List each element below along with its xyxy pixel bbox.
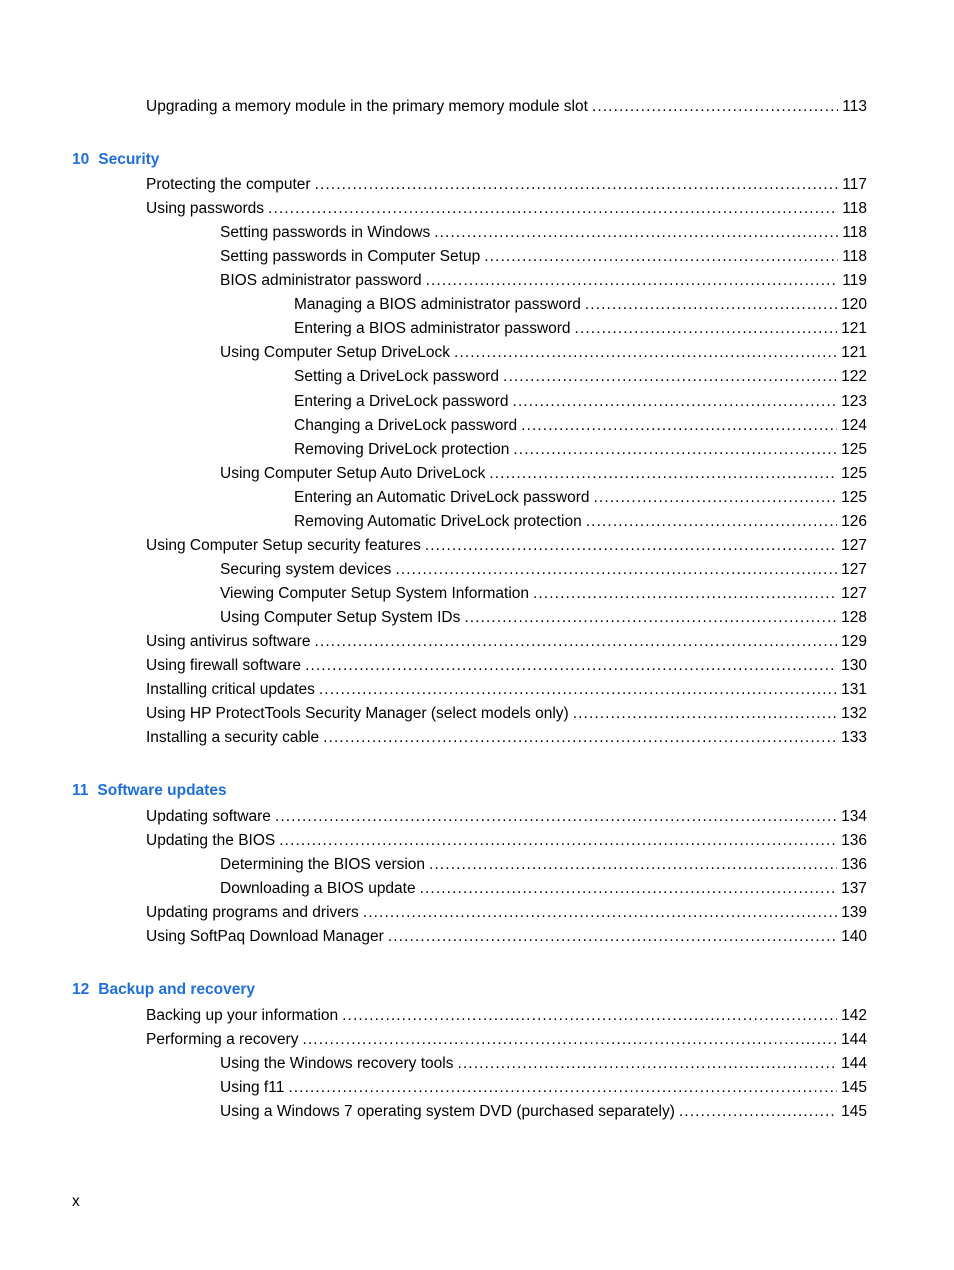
toc-entry-page: 142: [841, 1007, 867, 1024]
toc-entry-title: Using Computer Setup DriveLock: [220, 344, 451, 362]
toc-entry-page: 144: [841, 1031, 867, 1048]
toc-entry-title: Managing a BIOS administrator password: [294, 296, 581, 314]
toc-entry-title: Using antivirus software: [146, 633, 311, 650]
dot-leader: [585, 295, 837, 315]
dot-leader: [363, 903, 837, 923]
toc-entry-title: Updating programs and drivers: [146, 904, 359, 922]
toc-entry[interactable]: [220, 1054, 867, 1074]
dot-leader: [484, 247, 838, 267]
toc-entry-page: 118: [842, 200, 867, 218]
toc-entry-page: 136: [841, 832, 867, 849]
toc-entry-title: Setting passwords in Computer Setup: [220, 248, 481, 266]
toc-entry-page: 136: [841, 856, 867, 874]
toc-entry-page: 127: [841, 560, 867, 578]
toc-entry[interactable]: [220, 584, 867, 604]
dot-leader: [594, 488, 838, 508]
toc-entry-page: 132: [841, 705, 867, 723]
toc-entry-page: 123: [841, 392, 867, 410]
toc-entry[interactable]: [220, 1102, 867, 1122]
toc-entry[interactable]: [220, 247, 867, 267]
dot-leader: [305, 656, 837, 676]
toc-entry-page: 122: [841, 368, 867, 386]
toc-entry-page: 126: [841, 512, 867, 530]
chapter-heading[interactable]: [72, 980, 255, 1000]
toc-entry-title: Installing critical updates: [146, 681, 315, 698]
toc-entry[interactable]: [146, 704, 867, 724]
toc-entry-page: 121: [841, 344, 867, 362]
toc-entry[interactable]: [146, 903, 867, 923]
toc-entry-page: 127: [841, 584, 867, 602]
chapter-number: 12: [72, 981, 90, 998]
toc-entry-title: Updating the BIOS: [146, 832, 276, 849]
toc-entry-title: Using passwords: [146, 200, 265, 218]
toc-entry-page: 140: [841, 928, 867, 946]
toc-entry-title: Updating software: [146, 808, 271, 825]
dot-leader: [521, 416, 837, 436]
toc-entry[interactable]: [294, 440, 867, 460]
toc-entry-title: Setting a DriveLock password: [294, 368, 500, 386]
chapter-number: 10: [72, 151, 90, 168]
toc-entry[interactable]: [220, 464, 867, 484]
toc-entry-title: Determining the BIOS version: [220, 856, 426, 874]
toc-entry[interactable]: [146, 199, 867, 219]
dot-leader: [489, 464, 837, 484]
toc-entry[interactable]: [146, 536, 867, 556]
toc-entry-title: Protecting the computer: [146, 176, 311, 193]
dot-leader: [586, 512, 837, 532]
toc-entry-page: 117: [842, 176, 867, 193]
toc-entry[interactable]: [220, 879, 867, 899]
toc-entry-title: Using firewall software: [146, 657, 302, 674]
toc-entry[interactable]: [146, 1030, 867, 1050]
toc-entry[interactable]: [146, 175, 867, 195]
dot-leader: [319, 680, 837, 700]
dot-leader: [679, 1102, 837, 1122]
dot-leader: [323, 728, 837, 748]
dot-leader: [268, 199, 838, 219]
dot-leader: [454, 343, 837, 363]
dot-leader: [302, 1030, 837, 1050]
toc-entry-page: 145: [841, 1103, 867, 1121]
toc-entry[interactable]: [146, 831, 867, 851]
toc-entry-title: Removing DriveLock protection: [294, 440, 510, 458]
toc-entry-page: 130: [841, 657, 867, 674]
toc-entry[interactable]: [294, 416, 867, 436]
toc-entry-title: Installing a security cable: [146, 729, 320, 747]
toc-entry-title: Using Computer Setup System IDs: [220, 608, 461, 626]
toc-entry-title: Entering an Automatic DriveLock password: [294, 488, 590, 506]
toc-entry-page: 121: [841, 320, 867, 338]
dot-leader: [315, 175, 839, 195]
toc-entry[interactable]: [220, 608, 867, 628]
dot-leader: [503, 367, 837, 387]
toc-entry-title: Changing a DriveLock password: [294, 416, 518, 434]
toc-entry-page: 125: [841, 488, 867, 506]
toc-entry-page: 118: [842, 248, 867, 266]
toc-entry[interactable]: [220, 855, 867, 875]
toc-entry[interactable]: [146, 680, 867, 700]
toc-entry-title: Performing a recovery: [146, 1031, 299, 1048]
chapter-heading[interactable]: [72, 781, 227, 801]
toc-entry[interactable]: [294, 488, 867, 508]
dot-leader: [395, 560, 837, 580]
dot-leader: [288, 1078, 837, 1098]
dot-leader: [573, 704, 837, 724]
dot-leader: [426, 271, 839, 291]
toc-entry-title: Using f11: [220, 1079, 285, 1097]
toc-entry-title: BIOS administrator password: [220, 272, 422, 290]
toc-entry[interactable]: [294, 319, 867, 339]
toc-entry-title: Using a Windows 7 operating system DVD (purchased separately): [220, 1103, 675, 1121]
toc-entry-page: 113: [842, 98, 867, 115]
toc-entry-page: 131: [841, 681, 867, 698]
toc-entry[interactable]: [294, 367, 867, 387]
toc-entry-page: 119: [842, 272, 867, 290]
toc-entry[interactable]: [294, 512, 867, 532]
dot-leader: [464, 608, 837, 628]
dot-leader: [434, 223, 838, 243]
toc-entry[interactable]: [146, 728, 867, 748]
toc-entry-title: Backing up your information: [146, 1007, 339, 1024]
toc-entry-page: 134: [841, 808, 867, 825]
dot-leader: [342, 1006, 837, 1026]
toc-entry-title: Using Computer Setup Auto DriveLock: [220, 464, 486, 482]
toc-entry-page: 133: [841, 729, 867, 747]
toc-entry-title: Using the Windows recovery tools: [220, 1055, 454, 1073]
toc-entry[interactable]: [220, 223, 867, 243]
toc-entry-page: 139: [841, 904, 867, 922]
toc-entry-page: 145: [841, 1079, 867, 1097]
toc-entry[interactable]: [220, 271, 867, 291]
toc-entry-title: Entering a BIOS administrator password: [294, 320, 571, 338]
toc-entry-page: 129: [841, 633, 867, 650]
dot-leader: [513, 440, 837, 460]
toc-entry[interactable]: [294, 295, 867, 315]
chapter-title: Backup and recovery: [98, 981, 256, 998]
dot-leader: [425, 536, 837, 556]
toc-entry-title: Using HP ProtectTools Security Manager (select models only): [146, 705, 569, 723]
dot-leader: [592, 97, 838, 117]
dot-leader: [388, 927, 837, 947]
toc-entry-page: 125: [841, 440, 867, 458]
toc-entry-page: 124: [841, 416, 867, 434]
dot-leader: [575, 319, 838, 339]
toc-entry-page: 120: [841, 296, 867, 314]
toc-entry-page: 125: [841, 464, 867, 482]
toc-entry[interactable]: [220, 560, 867, 580]
toc-entry-page: 137: [841, 880, 867, 898]
toc-entry-title: Upgrading a memory module in the primary memory module slot: [146, 98, 588, 115]
toc-entry-page: 118: [842, 224, 867, 242]
dot-leader: [533, 584, 837, 604]
chapter-title: Software updates: [97, 782, 227, 799]
toc-entry-page: 127: [841, 536, 867, 554]
chapter-number: 11: [72, 782, 89, 799]
toc-entry-page: 144: [841, 1055, 867, 1073]
toc-entry-title: Viewing Computer Setup System Information: [220, 584, 530, 602]
toc-entry[interactable]: [146, 632, 867, 652]
toc-entry[interactable]: [146, 927, 867, 947]
toc-entry-title: Entering a DriveLock password: [294, 392, 509, 410]
toc-entry[interactable]: [146, 807, 867, 827]
toc-entry[interactable]: [220, 1078, 867, 1098]
toc-entry-title: Setting passwords in Windows: [220, 224, 431, 242]
dot-leader: [275, 807, 837, 827]
dot-leader: [513, 392, 838, 412]
toc-entry[interactable]: [220, 343, 867, 363]
toc-entry-title: Using Computer Setup security features: [146, 536, 421, 554]
toc-entry-title: Downloading a BIOS update: [220, 880, 416, 898]
dot-leader: [315, 632, 838, 652]
toc-entry-title: Using SoftPaq Download Manager: [146, 928, 384, 946]
dot-leader: [420, 879, 838, 899]
toc-entry-page: 128: [841, 608, 867, 626]
toc-entry-title: Securing system devices: [220, 560, 392, 578]
chapter-heading[interactable]: [72, 150, 159, 170]
dot-leader: [457, 1054, 837, 1074]
dot-leader: [429, 855, 837, 875]
toc-entry[interactable]: [146, 656, 867, 676]
dot-leader: [279, 831, 837, 851]
toc-entry[interactable]: [146, 97, 867, 117]
chapter-title: Security: [98, 151, 160, 168]
toc-entry[interactable]: [146, 1006, 867, 1026]
toc-entry[interactable]: [294, 392, 867, 412]
page-folio: x: [72, 1193, 80, 1210]
toc-entry-title: Removing Automatic DriveLock protection: [294, 512, 582, 530]
